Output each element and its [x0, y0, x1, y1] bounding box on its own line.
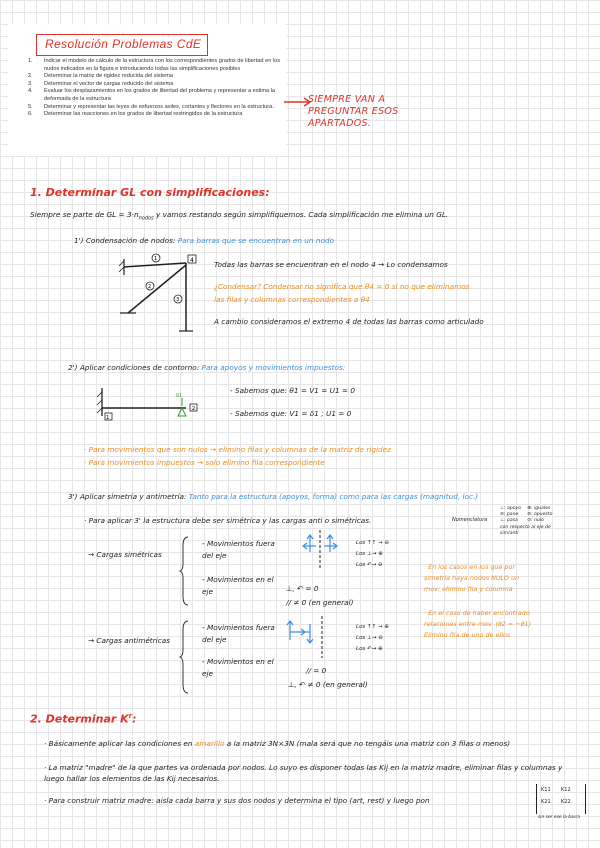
contorno-o2: · Para movimientos impuestos → solo elimino fila correspondiente [84, 458, 325, 467]
sym-label: → Cargas simétricas [88, 550, 162, 559]
task-item: 3. Determinar el vector de cargas reducido del sistema [28, 80, 174, 87]
anti-label: → Cargas antimétricas [88, 636, 170, 645]
task-item: 5. Determinar y representar las leyes de esfuerzos axiles, cortantes y flectores en la estructura. [28, 103, 274, 110]
simetria-heading: 3') Aplicar simetría y antimetría: Tanto para la estructura (apoyos, forma) como para las cargas (magnitud, loc.) [68, 492, 479, 501]
task-item: 4. Evaluar los desplazamientos en los grados de libertad del problema y representar a estima la deformada de la estructura [28, 88, 276, 102]
simetria-req: · Para aplicar 3' la estructura debe ser simétrica y las cargas anti o simétricas. [84, 516, 372, 525]
nomenclature-label: Nomenclatura [452, 517, 488, 523]
section1-title: 1. Determinar GL con simplificaciones: [30, 186, 270, 199]
imposed-displacement-label: δ1 [176, 393, 183, 399]
cond-line3: A cambio consideramos el extremo 4 de todas las barras como articulado [214, 317, 484, 326]
sym-rules: Los ↑↑ → ⊖ Los ⊥→ ⊕ Los ↶→ ⊖ [356, 540, 389, 568]
node-label: 4 [190, 257, 194, 264]
matrix-cell: K22 [561, 799, 571, 805]
contorno-heading: 2') Aplicar condiciones de contorno: Para apoyos y movimientos impuestos: [68, 363, 346, 372]
bar-label: 2 [148, 284, 152, 290]
task-list [28, 58, 282, 119]
section2-b2: · La matriz "madre" de la que partes va ordenada por nodos. Lo suyo es disponer todas las Kij en la matriz madre, eliminar filas y columnas y luego hallar los elementos de las Kij necesarios. [44, 763, 563, 783]
exam-note: SIEMPRE VAN A PREGUNTAR ESOS APARTADOS. [308, 94, 399, 129]
section2-b1: · Básicamente aplicar las condiciones en amarillo a la matriz 3N×3N (mala será que no tengáis una matriz con 3 filas o menos) [44, 739, 511, 748]
contorno-k1: - Sabemos que: θ1 = V1 = U1 = 0 [230, 386, 356, 395]
simetria-note1: · En los casos en los que por simetría haya nodos NULO un mov: elimino fila y columna [424, 563, 520, 593]
cond-line2a: ¿Condensar? Condensar no significa que θ4 = 0 si no que eliminamos [214, 282, 470, 291]
anti-axis: // = 0 ⊥, ↶ ≠ 0 (en general) [288, 666, 368, 689]
anti-mov-en: - Movimientos en el eje [202, 657, 274, 678]
page-title: Resolución Problemas CdE [36, 34, 208, 56]
task-item: 6. Determinar las reacciones en los grados de libertad restringidos de la estructura [28, 111, 243, 118]
node-label: 2 [192, 406, 196, 412]
section2-title: 2. Determinar $K^r$: [30, 712, 137, 726]
sym-arrows-diagram [302, 530, 342, 570]
cond-heading: 1') Condensación de nodos: Para barras que se encuentran en un nodo [74, 236, 335, 245]
section2-b3: · Para construir matriz madre: aisla cada barra y sus dos nodos y determina el tipo (art, rest) y luego pon [44, 796, 430, 805]
matrix-cell: K11 [541, 787, 551, 793]
sym-axis: ⊥, ↶ = 0 // ≠ 0 (en general) [286, 584, 354, 607]
section1-intro: Siempre se parte de GL = $3\cdot n_{nodos}$ y vamos restando según simplifiquemos. Cada simplificación me elimina un GL. [30, 210, 449, 222]
anti-rules: Los ↑↑ → ⊕ Los ⊥→ ⊖ Los ↶→ ⊕ [356, 624, 389, 652]
bar-label: 3 [176, 297, 180, 303]
cond-line1: Todas las barras se encuentran en el nodo 4 → Lo condensamos [214, 260, 448, 269]
frame-diagram [116, 253, 206, 333]
mini-matrix-note: sin ser ese la barra [538, 815, 581, 820]
bar-label: 1 [154, 256, 158, 262]
brace-icon [180, 536, 190, 606]
contorno-o1: · Para movimientos que son nulos → elimino filas y columnas de la matriz de rigidez [84, 445, 391, 454]
beam-supports-diagram [96, 388, 206, 428]
simetria-note2: · En el caso de haber encontrado relaciones entre mov. (θ2 = −θ1) Elimino fila de uno de ellos [424, 609, 532, 639]
cond-line2b: las filas y columnas correspondientes a θ4 [214, 295, 370, 304]
node-label: 1 [106, 415, 110, 421]
task-item: 1. Indicar el modelo de cálculo de la estructura con los correspondientes grados de libertad en los nudos indicados en la figura e introduciendo todas las simplificaciones posibles [28, 58, 281, 72]
matrix-cell: K12 [561, 787, 571, 793]
sym-mov-en: - Movimientos en el eje [202, 575, 274, 596]
contorno-k2: - Sabemos que: V1 = δ1 ; U1 = 0 [230, 409, 352, 418]
nomenclature-list: ⊥: apoyo ⊘: pane ⊥: pasa ⊕: iguales ⊖: opuesto ⊙: nulo con respecto al eje de sim/anti [500, 506, 553, 536]
task-item: 2. Determinar la matriz de rigidez reducida del sistema [28, 73, 174, 80]
mini-matrix [536, 784, 586, 814]
brace-icon [180, 620, 190, 694]
sym-mov-fuera: - Movimientos fuera del eje [202, 539, 275, 560]
matrix-cell: K21 [541, 799, 551, 805]
anti-mov-fuera: - Movimientos fuera del eje [202, 623, 275, 644]
anti-arrows-diagram [282, 616, 326, 658]
